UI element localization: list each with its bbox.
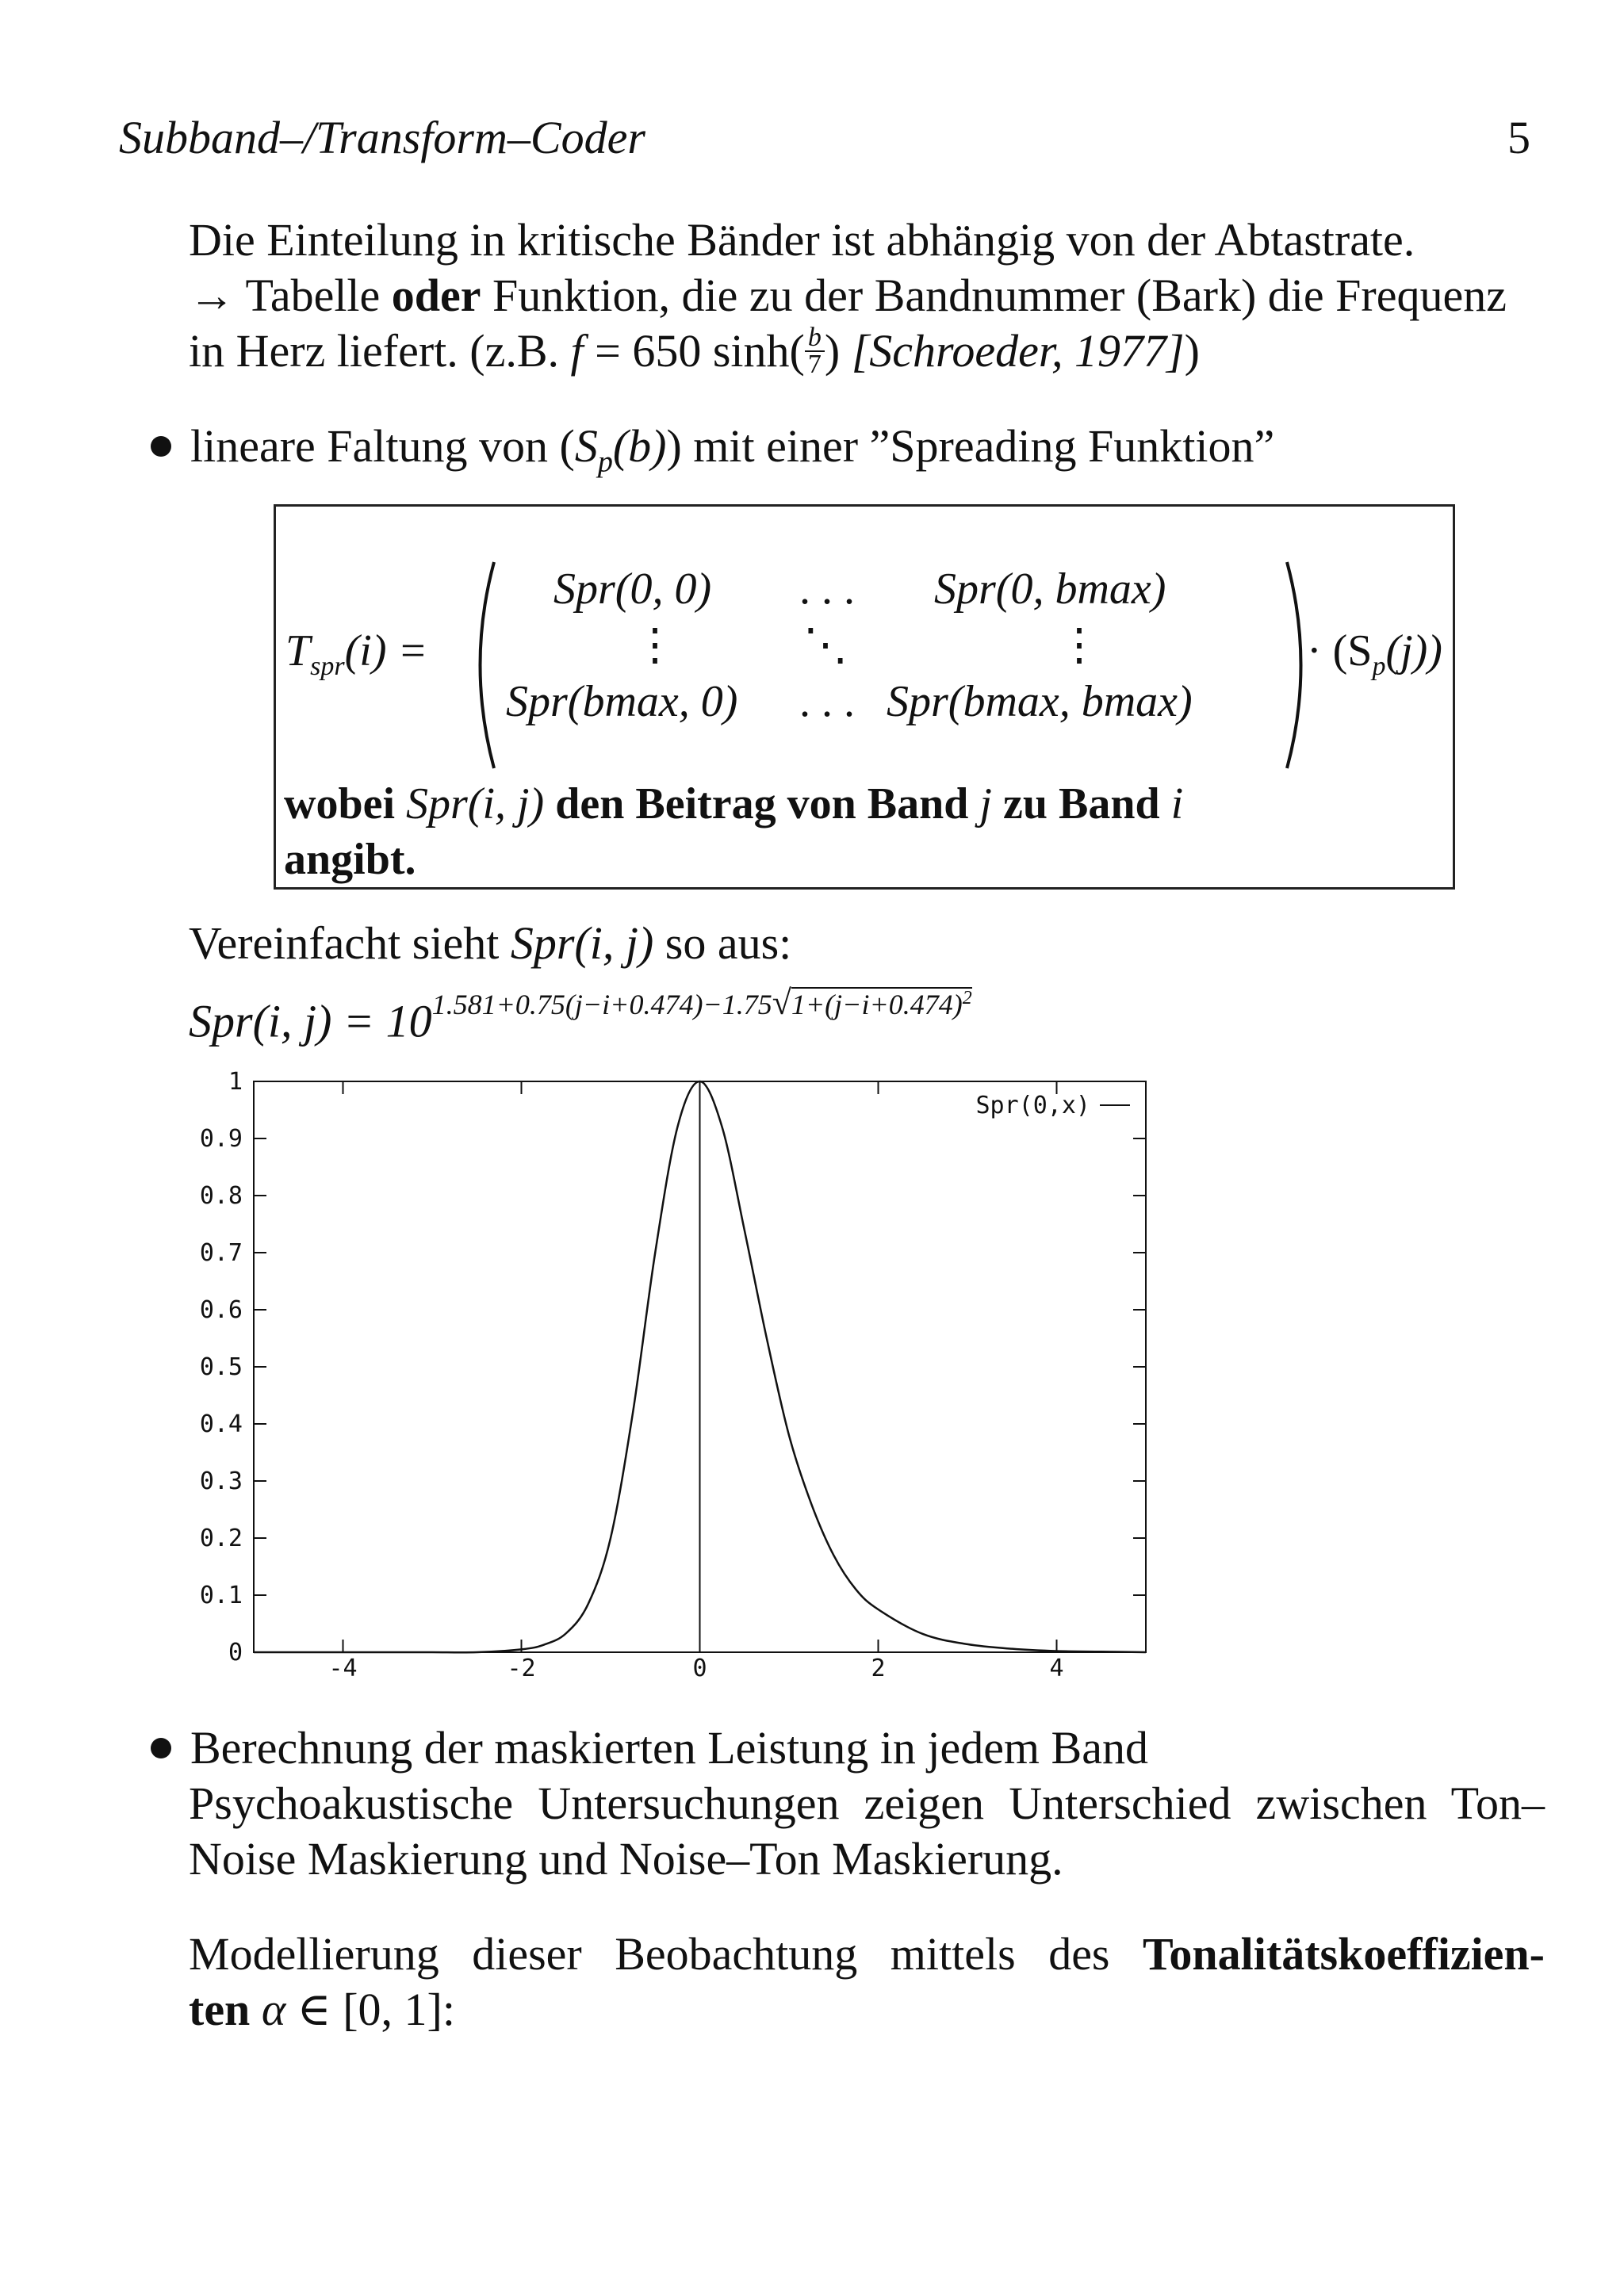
text: Tabelle	[245, 270, 392, 321]
bullet2-line-2: Psychoakustische Untersuchungen zeigen Unterschied zwischen Ton–	[189, 1777, 1545, 1829]
cell-r2c3: ⋮	[1057, 621, 1101, 670]
intro-line-1: Die Einteilung in kritische Bänder ist abhängig von der Abtastrate.	[189, 214, 1415, 266]
math-interval: ∈ [0, 1]:	[285, 1984, 455, 2035]
math-arg: (b)	[612, 420, 667, 472]
rhs-end: (j))	[1385, 626, 1442, 675]
math-spr: Spr(i, j)	[510, 917, 654, 969]
simplified-intro	[189, 916, 791, 971]
text: so aus:	[653, 917, 792, 969]
bullet-masked-power	[151, 1720, 1546, 1887]
note-text: zu Band	[991, 779, 1171, 828]
cell-r2c1: ⋮	[633, 621, 677, 670]
text: lineare Faltung von (	[190, 420, 575, 472]
rhs-S: · (S	[1307, 626, 1373, 675]
note-text: angibt.	[284, 835, 416, 884]
note-spr: Spr(i, j)	[406, 779, 545, 828]
formula-lhs: Spr(i, j) = 10	[189, 995, 432, 1047]
y-tick-label: 0.9	[199, 1125, 243, 1153]
rhs	[1307, 626, 1442, 682]
text: ) mit einer ”Spreading Funktion”	[666, 420, 1275, 472]
bullet-icon	[151, 436, 171, 457]
y-tick-label: 0.3	[199, 1468, 243, 1495]
y-tick-label: 0.7	[199, 1239, 243, 1267]
intro-line-2	[189, 268, 1545, 323]
bold-term: Tonalitätskoeffizien-	[1143, 1928, 1545, 1980]
y-tick-label: 0	[228, 1639, 243, 1667]
cell-r2c2: ⋱	[803, 621, 848, 670]
math-sub-p: p	[597, 445, 613, 479]
lhs	[285, 626, 427, 682]
y-tick-label: 0.6	[199, 1296, 243, 1324]
fraction-numerator: b	[805, 325, 825, 352]
text: Vereinfacht sieht	[189, 917, 511, 969]
chart-plot	[200, 1068, 1146, 1682]
sqrt-icon: √	[772, 983, 791, 1022]
y-tick-label: 0.1	[199, 1582, 243, 1609]
math-eq: = 650 sinh(	[583, 325, 805, 377]
y-tick-label: 0.2	[199, 1525, 243, 1552]
spreading-formula	[189, 977, 972, 1049]
x-tick-label: 0	[692, 1655, 707, 1682]
formula-exponent	[431, 983, 972, 1022]
bullet-linear-convolution	[151, 419, 1274, 490]
x-tick-label: -4	[328, 1655, 358, 1682]
spreading-chart	[159, 1062, 1174, 1697]
bold-term: ten	[189, 1984, 251, 2035]
text: in Herz liefert. (z.B.	[189, 325, 571, 377]
cell-r1c2: . . .	[799, 564, 855, 614]
fraction-denominator: 7	[807, 349, 822, 379]
math-S: S	[574, 420, 598, 472]
lhs-sub: spr	[310, 652, 345, 682]
cell-r1c3: Spr(0, bmax)	[934, 564, 1166, 614]
page-number: 5	[1507, 112, 1530, 163]
note-text: den Beitrag von Band	[544, 779, 980, 828]
definition-box	[274, 504, 1455, 890]
x-tick-label: 4	[1049, 1655, 1064, 1682]
y-tick-label: 1	[228, 1068, 243, 1096]
y-tick-label: 0.5	[199, 1353, 243, 1381]
definition-note	[284, 776, 1450, 887]
modelling-line-1	[189, 1927, 1545, 1982]
math-f: f	[570, 325, 584, 377]
math-close: )	[824, 325, 852, 377]
matrix-equation	[276, 507, 1453, 792]
modelling-paragraph	[189, 1927, 1545, 2038]
rhs-sub: p	[1372, 652, 1386, 682]
intro-paragraph	[189, 212, 1545, 382]
cell-r3c3: Spr(bmax, bmax)	[887, 677, 1193, 726]
citation: [Schroeder, 1977]	[851, 325, 1185, 377]
bullet2-line-3: Noise Maskierung und Noise–Ton Maskierung.	[189, 1833, 1063, 1885]
running-header: Subband–/Transform–Coder	[119, 112, 645, 163]
math-alpha: α	[250, 1984, 286, 2035]
y-tick-label: 0.8	[199, 1182, 243, 1210]
text: Funktion, die zu der Bandnummer (Bark) die Frequenz	[481, 270, 1507, 321]
fraction	[805, 322, 825, 379]
cell-r1c1: Spr(0, 0)	[553, 564, 712, 614]
y-tick-label: 0.4	[199, 1410, 243, 1438]
radicand	[791, 987, 972, 1020]
lhs-T: T	[285, 626, 311, 675]
text: )	[1184, 325, 1200, 377]
text: Berechnung der maskierten Leistung in jedem Band	[190, 1722, 1148, 1774]
bold-oder: oder	[391, 270, 481, 321]
x-tick-label: 2	[871, 1655, 886, 1682]
cell-r3c2: . . .	[799, 677, 855, 726]
exponent-text: 1.581+0.75(j−i+0.474)−1.75	[431, 989, 772, 1020]
legend-label: Spr(0,x)	[975, 1092, 1090, 1119]
x-tick-label: -2	[507, 1655, 536, 1682]
cell-r3c1: Spr(bmax, 0)	[506, 677, 738, 726]
radicand-text: 1+(j−i+0.474)	[791, 989, 963, 1020]
bullet-icon	[151, 1738, 171, 1758]
note-text: wobei	[284, 779, 406, 828]
intro-line-3	[189, 323, 1545, 382]
arrow-icon: →	[189, 270, 235, 321]
note-i: i	[1170, 779, 1184, 828]
lhs-arg: (i) =	[344, 626, 428, 675]
modelling-line-2	[189, 1982, 1545, 2038]
text: Modellierung dieser Beobachtung mittels des	[189, 1928, 1143, 1980]
bullet2-line-1	[151, 1720, 1546, 1776]
radicand-exp: 2	[962, 988, 972, 1008]
note-j: j	[979, 779, 992, 828]
